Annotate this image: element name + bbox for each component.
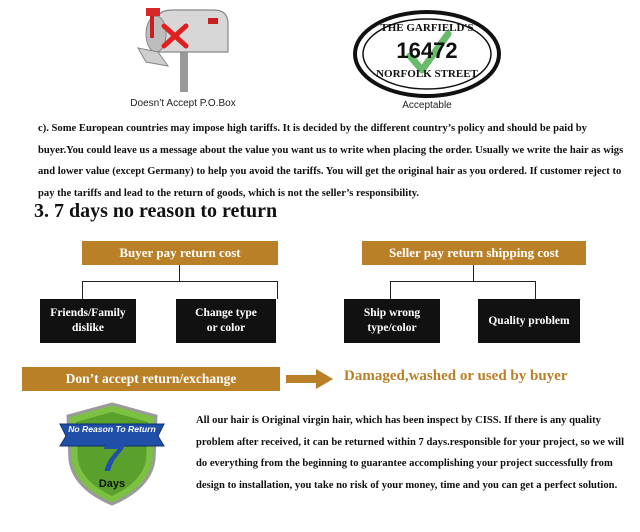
seller-pay-header: Seller pay return shipping cost xyxy=(362,241,586,265)
tariff-paragraph: c). Some European countries may impose high tariffs. It is decided by the different country’s policy and should be paid by buyer.You could leave us a message about the value you want us to write when placing the order. Usually we write the hair as wigs and lower value (except Germany) to help you avoid the tariffs. You will get the original hair as you ordered. If customer reject to pay the tariffs and lead to the return of goods, which is not the seller’s responsibility. xyxy=(38,123,624,199)
change-type-box xyxy=(176,299,276,343)
plaque-line1: THE GARFIELD'S xyxy=(380,22,474,34)
ship-wrong-line1: Ship wrong xyxy=(363,307,421,319)
connector-line xyxy=(473,265,474,281)
change-type-line2: or color xyxy=(206,322,246,334)
section-title: 3. 7 days no reason to return xyxy=(34,200,278,222)
damaged-reason: Damaged,washed or used by buyer xyxy=(344,368,568,384)
friends-family-line2: dislike xyxy=(72,322,104,334)
mailbox-illustration xyxy=(128,4,238,96)
plaque-number: 16472 xyxy=(396,38,458,63)
buyer-pay-header: Buyer pay return cost xyxy=(82,241,278,265)
plaque-caption: Acceptable xyxy=(402,100,452,111)
quality-problem-box: Quality problem xyxy=(478,299,580,343)
change-type-line1: Change type xyxy=(195,307,257,319)
connector-line xyxy=(390,281,536,282)
no-return-label: Don’t accept return/exchange xyxy=(22,367,280,391)
ship-wrong-box xyxy=(344,299,440,343)
quality-guarantee-paragraph: All our hair is Original virgin hair, which has been inspect by CISS. If there is any quality problem after received, it can be returned within 7 days.responsible for your project, so we will do everything from the beginning to guarantee accomplishing your project successfully from design to installation, you take no risk of your money, time and you can get a perfect solution. xyxy=(196,415,625,491)
ship-wrong-line2: type/color xyxy=(367,322,417,334)
connector-line xyxy=(390,281,391,299)
connector-line xyxy=(82,281,83,299)
connector-line xyxy=(179,265,180,281)
connector-line xyxy=(535,281,536,299)
plaque-line2: NORFOLK STREET xyxy=(376,68,478,80)
friends-family-line1: Friends/Family xyxy=(50,307,126,319)
mailbox-caption: Doesn’t Accept P.O.Box xyxy=(130,98,236,109)
connector-line xyxy=(277,281,278,299)
arrow-right-icon xyxy=(286,368,334,390)
connector-line xyxy=(82,281,278,282)
address-plaque xyxy=(352,10,502,98)
friends-family-box xyxy=(40,299,136,343)
badge-days: Days xyxy=(98,478,126,490)
badge-ribbon-text: No Reason To Return xyxy=(68,424,156,434)
badge-number: 7 xyxy=(101,438,123,480)
